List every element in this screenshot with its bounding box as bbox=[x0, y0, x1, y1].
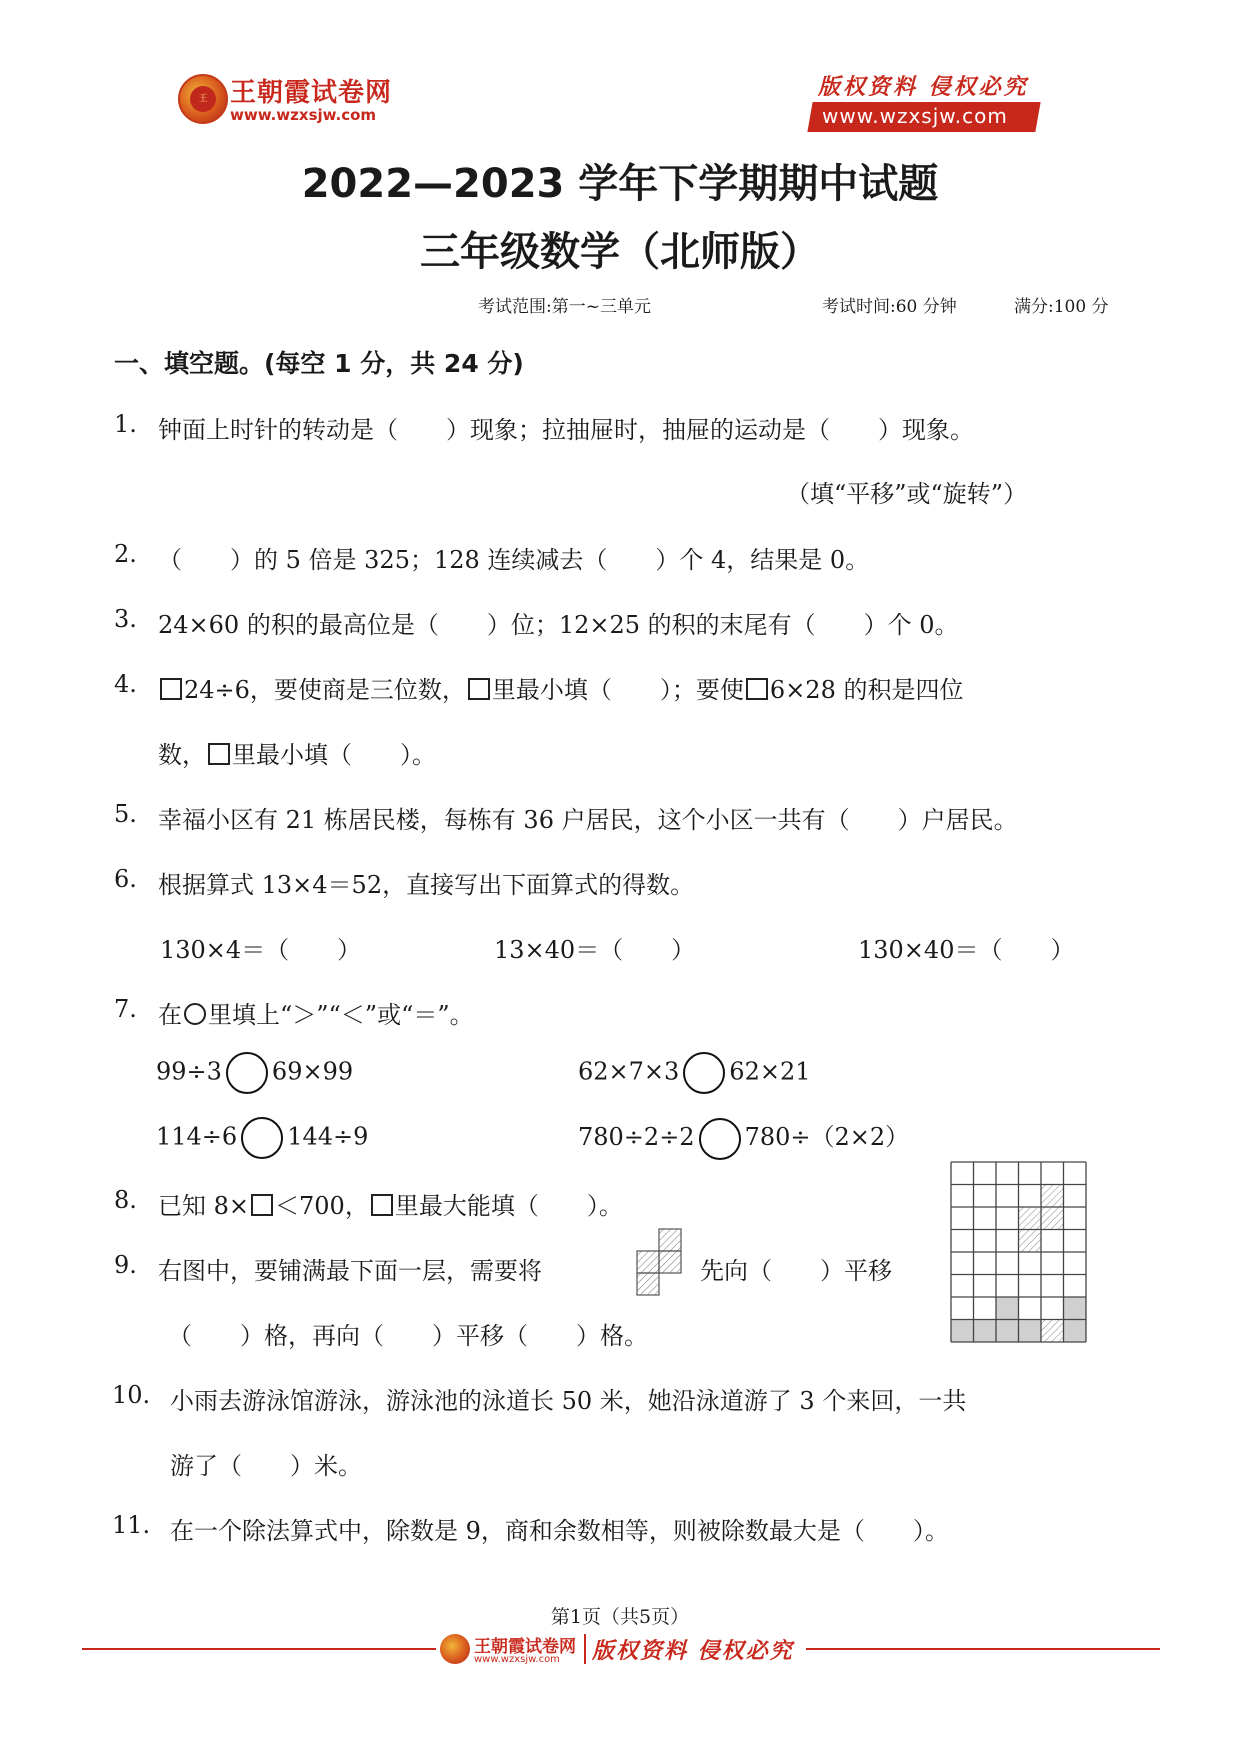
question-7 bbox=[158, 995, 474, 1030]
question-6: 根据算式 13×4＝52，直接写出下面算式的得数。 bbox=[158, 871, 695, 899]
q8-text-a: 已知 8× bbox=[158, 1192, 250, 1220]
question-num: 3. bbox=[114, 605, 137, 633]
blank-square-icon bbox=[468, 678, 490, 700]
copyright-brand bbox=[810, 70, 1050, 134]
site-logo bbox=[178, 72, 408, 134]
question-num: 9. bbox=[114, 1251, 137, 1279]
q8-text-c: 里最大能填（ ）。 bbox=[394, 1192, 623, 1220]
q8-text-b: ＜700， bbox=[275, 1192, 369, 1220]
logo-url: www.wzxsjw.com bbox=[230, 106, 377, 124]
copyright-text: 版权资料 侵权必究 bbox=[818, 74, 1029, 100]
q4-text-a1: 24÷6，要使商是三位数， bbox=[184, 676, 466, 704]
footer-separator bbox=[584, 1634, 586, 1664]
exam-scope: 考试范围:第一~三单元 bbox=[478, 297, 651, 317]
question-num: 7. bbox=[114, 995, 137, 1023]
footer-brand bbox=[436, 1628, 806, 1672]
filled-cell bbox=[996, 1297, 1019, 1320]
question-5: 幸福小区有 21 栋居民楼，每栋有 36 户居民，这个小区一共有（ ）户居民。 bbox=[158, 806, 1018, 834]
q7-text-1: 在 bbox=[158, 1001, 182, 1029]
q7-row1-right bbox=[578, 1052, 810, 1094]
blank-square-icon bbox=[371, 1194, 393, 1216]
question-num: 10. bbox=[112, 1381, 151, 1409]
tiling-grid-figure bbox=[950, 1160, 1092, 1352]
question-4-line2 bbox=[158, 735, 436, 770]
q7-row2-right bbox=[578, 1117, 909, 1160]
q6-expr-2: 13×40＝（ ） bbox=[494, 936, 696, 964]
hatched-cell bbox=[1041, 1320, 1064, 1343]
exam-title: 2022—2023 学年下学期期中试题 bbox=[301, 161, 939, 207]
filled-cell bbox=[996, 1320, 1019, 1343]
question-10-a: 小雨去游泳馆游泳，游泳池的泳道长 50 米，她沿泳道游了 3 个来回，一共 bbox=[170, 1387, 967, 1415]
question-num: 11. bbox=[112, 1511, 151, 1539]
q4-text-b2: 里最小填（ ）。 bbox=[232, 741, 436, 769]
compare-circle[interactable] bbox=[699, 1118, 741, 1160]
q7-expr: 144÷9 bbox=[287, 1122, 369, 1151]
hatched-cell bbox=[1041, 1207, 1064, 1230]
page-number: 第1页（共5页） bbox=[550, 1606, 690, 1628]
circle-icon bbox=[184, 1003, 206, 1025]
q7-expr: 99÷3 bbox=[156, 1057, 222, 1086]
hatched-cell bbox=[1041, 1185, 1064, 1208]
filled-cell bbox=[1064, 1320, 1087, 1343]
exam-subtitle: 三年级数学（北师版） bbox=[420, 229, 820, 275]
filled-cell bbox=[951, 1320, 974, 1343]
footer-brand-name: 王朝霞试卷网 bbox=[474, 1637, 576, 1657]
logo-name: 王朝霞试卷网 bbox=[230, 78, 393, 108]
q4-text-b1: 数， bbox=[158, 741, 206, 769]
q7-expr: 62×21 bbox=[729, 1057, 811, 1086]
compare-circle[interactable] bbox=[683, 1052, 725, 1094]
question-num: 2. bbox=[114, 540, 137, 568]
question-3: 24×60 的积的最高位是（ ）位；12×25 的积的末尾有（ ）个 0。 bbox=[158, 611, 959, 639]
q7-expr: 780÷（2×2） bbox=[744, 1123, 910, 1151]
question-8 bbox=[158, 1186, 623, 1221]
compare-circle[interactable] bbox=[241, 1117, 283, 1159]
exam-score: 满分:100 分 bbox=[1014, 297, 1109, 317]
question-10-b: 游了（ ）米。 bbox=[170, 1452, 362, 1480]
question-2: （ ）的 5 倍是 325；128 连续减去（ ）个 4，结果是 0。 bbox=[158, 546, 870, 574]
question-9-b: 先向（ ）平移 bbox=[700, 1257, 892, 1285]
seal-icon: 王 bbox=[178, 74, 228, 124]
right-url: www.wzxsjw.com bbox=[822, 104, 1008, 128]
hatched-cell bbox=[1019, 1230, 1042, 1253]
blank-square-icon bbox=[746, 678, 768, 700]
q7-row1-left bbox=[156, 1052, 353, 1094]
exam-time: 考试时间:60 分钟 bbox=[822, 297, 957, 317]
q7-expr: 114÷6 bbox=[156, 1122, 238, 1151]
question-9-a: 右图中，要铺满最下面一层，需要将 bbox=[158, 1257, 542, 1285]
blank-square-icon bbox=[251, 1194, 273, 1216]
q6-expr-1: 130×4＝（ ） bbox=[160, 936, 362, 964]
q6-expr-3: 130×40＝（ ） bbox=[858, 936, 1075, 964]
question-1: 钟面上时针的转动是（ ）现象；拉抽屉时，抽屉的运动是（ ）现象。 bbox=[158, 416, 974, 444]
blank-square-icon bbox=[208, 743, 230, 765]
filled-cell bbox=[1064, 1297, 1087, 1320]
q7-expr: 69×99 bbox=[271, 1057, 354, 1086]
filled-cell bbox=[1019, 1320, 1042, 1343]
question-num: 4. bbox=[114, 670, 137, 698]
question-num: 5. bbox=[114, 800, 137, 828]
blank-square-icon bbox=[160, 678, 182, 700]
seal-icon bbox=[440, 1634, 470, 1664]
tetromino-shape-icon bbox=[636, 1228, 684, 1296]
compare-circle[interactable] bbox=[226, 1052, 268, 1094]
q7-text-2: 里填上“＞”“＜”或“＝”。 bbox=[208, 1001, 474, 1029]
footer-copyright: 版权资料 侵权必究 bbox=[592, 1638, 794, 1664]
q7-expr: 62×7×3 bbox=[578, 1057, 680, 1086]
question-11: 在一个除法算式中，除数是 9，商和余数相等，则被除数最大是（ ）。 bbox=[170, 1517, 949, 1545]
footer-brand-url: www.wzxsjw.com bbox=[474, 1654, 560, 1665]
q7-row2-left bbox=[156, 1117, 368, 1159]
question-num: 8. bbox=[114, 1186, 137, 1214]
filled-cell bbox=[974, 1320, 997, 1343]
hatched-cell bbox=[1019, 1207, 1042, 1230]
question-num: 6. bbox=[114, 865, 137, 893]
q7-expr: 780÷2÷2 bbox=[578, 1123, 695, 1151]
question-4-line1 bbox=[158, 670, 963, 705]
question-1-hint: （填“平移”或“旋转”） bbox=[786, 480, 1028, 508]
section-heading: 一、填空题。(每空 1 分，共 24 分) bbox=[114, 349, 524, 378]
question-9-c: （ ）格，再向（ ）平移（ ）格。 bbox=[168, 1322, 648, 1350]
q4-text-a2: 里最小填（ ）；要使 bbox=[491, 676, 744, 704]
q4-text-a3: 6×28 的积是四位 bbox=[769, 676, 964, 704]
question-num: 1. bbox=[114, 410, 137, 438]
